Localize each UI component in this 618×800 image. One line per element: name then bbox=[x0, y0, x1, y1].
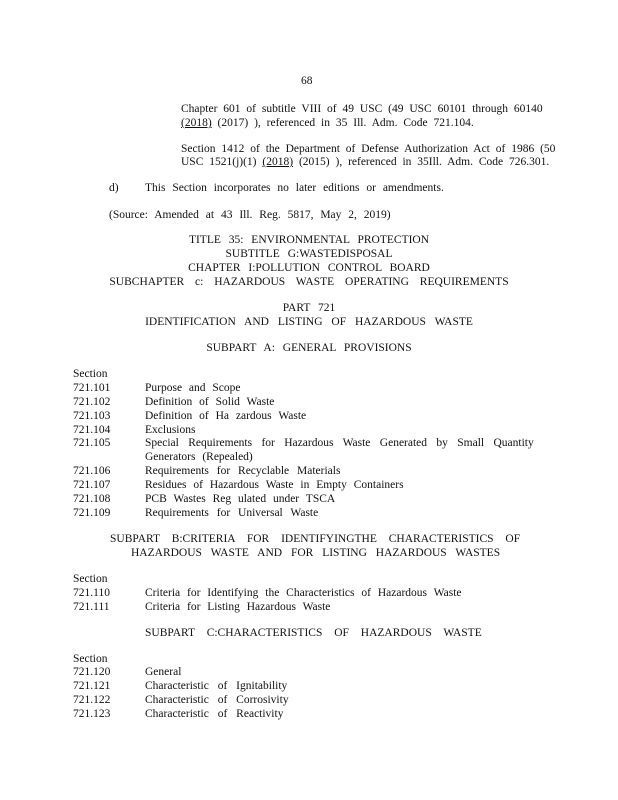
paragraph-label: d) bbox=[109, 182, 119, 194]
chapter-reference-line2 bbox=[181, 116, 474, 130]
section-title: Criteria for Listing Hazardous Waste bbox=[145, 601, 331, 613]
section-reference-tail: ), referenced in 35Ill. Adm. Code 726.301. bbox=[329, 156, 550, 168]
section-title: Characteristic of Ignitability bbox=[145, 680, 288, 692]
section-number: 721.106 bbox=[73, 465, 111, 477]
part-heading: PART 721 bbox=[282, 302, 336, 314]
section-number: 721.108 bbox=[73, 493, 111, 505]
section-reference-line1: Section 1412 of the Department of Defense Authorization Act of 1986 (50 bbox=[181, 143, 556, 155]
section-title-continued: Generators (Repealed) bbox=[145, 451, 253, 463]
section-title: Requirements for Recyclable Materials bbox=[145, 465, 341, 477]
section-label: Section bbox=[73, 573, 108, 585]
section-reference-head: USC 1521(j)(1) bbox=[181, 156, 263, 168]
paragraph-text: This Section incorporates no later editions or amendments. bbox=[145, 182, 444, 194]
section-title: Special Requirements for Hazardous Waste Generated by Small Quantity bbox=[145, 437, 534, 449]
section-title: PCB Wastes Reg ulated under TSCA bbox=[145, 493, 336, 505]
section-title: Definition of Ha zardous Waste bbox=[145, 410, 307, 422]
section-number: 721.111 bbox=[73, 601, 110, 613]
section-reference-line2 bbox=[181, 155, 549, 169]
source-note: (Source: Amended at 43 Ill. Reg. 5817, May 2, 2019) bbox=[109, 209, 391, 221]
subpart-c-heading: SUBPART C:CHARACTERISTICS OF HAZARDOUS WASTE bbox=[145, 627, 482, 639]
page-number: 68 bbox=[301, 75, 313, 87]
section-number: 721.105 bbox=[73, 437, 111, 449]
section-title: Purpose and Scope bbox=[145, 382, 241, 394]
deleted-text: (2015) bbox=[298, 156, 330, 168]
chapter-reference-tail: ), referenced in 35 Ill. Adm. Code 721.104. bbox=[248, 117, 474, 129]
section-title: Criteria for Identifying the Characteristics of Hazardous Waste bbox=[145, 587, 462, 599]
section-number: 721.103 bbox=[73, 410, 111, 422]
section-number: 721.120 bbox=[73, 666, 111, 678]
part-title: IDENTIFICATION AND LISTING OF HAZARDOUS WASTE bbox=[145, 316, 473, 328]
section-title: Residues of Hazardous Waste in Empty Containers bbox=[145, 479, 404, 491]
section-title: Definition of Solid Waste bbox=[145, 396, 275, 408]
section-number: 721.121 bbox=[73, 680, 111, 692]
inserted-text: (2018) bbox=[262, 156, 294, 168]
section-title: Characteristic of Corrosivity bbox=[145, 694, 289, 706]
title-heading: TITLE 35: ENVIRONMENTAL PROTECTION bbox=[188, 234, 430, 246]
deleted-text: (2017) bbox=[217, 117, 249, 129]
chapter-heading: CHAPTER I:POLLUTION CONTROL BOARD bbox=[188, 262, 430, 274]
section-label: Section bbox=[73, 368, 108, 380]
section-title: Requirements for Universal Waste bbox=[145, 507, 319, 519]
subtitle-heading: SUBTITLE G:WASTEDISPOSAL bbox=[225, 248, 393, 260]
subpart-b-heading-line2: HAZARDOUS WASTE AND FOR LISTING HAZARDOUS WASTES bbox=[131, 547, 501, 559]
section-number: 721.107 bbox=[73, 479, 111, 491]
section-number: 721.102 bbox=[73, 396, 111, 408]
section-title: Characteristic of Reactivity bbox=[145, 708, 284, 720]
section-number: 721.123 bbox=[73, 708, 111, 720]
subchapter-heading: SUBCHAPTER c: HAZARDOUS WASTE OPERATING REQUIREMENTS bbox=[109, 276, 509, 288]
section-title: Exclusions bbox=[145, 424, 196, 436]
section-number: 721.101 bbox=[73, 382, 111, 394]
section-number: 721.110 bbox=[73, 587, 110, 599]
section-label: Section bbox=[73, 653, 108, 665]
section-number: 721.122 bbox=[73, 694, 111, 706]
section-number: 721.109 bbox=[73, 507, 111, 519]
chapter-reference-line1: Chapter 601 of subtitle VIII of 49 USC (49 USC 60101 through 60140 bbox=[181, 103, 543, 115]
inserted-text: (2018) bbox=[181, 117, 212, 129]
subpart-b-heading-line1: SUBPART B:CRITERIA FOR IDENTIFYINGTHE CHARACTERISTICS OF bbox=[110, 533, 521, 545]
section-title: General bbox=[145, 666, 182, 678]
subpart-a-heading: SUBPART A: GENERAL PROVISIONS bbox=[206, 342, 412, 354]
section-number: 721.104 bbox=[73, 424, 111, 436]
